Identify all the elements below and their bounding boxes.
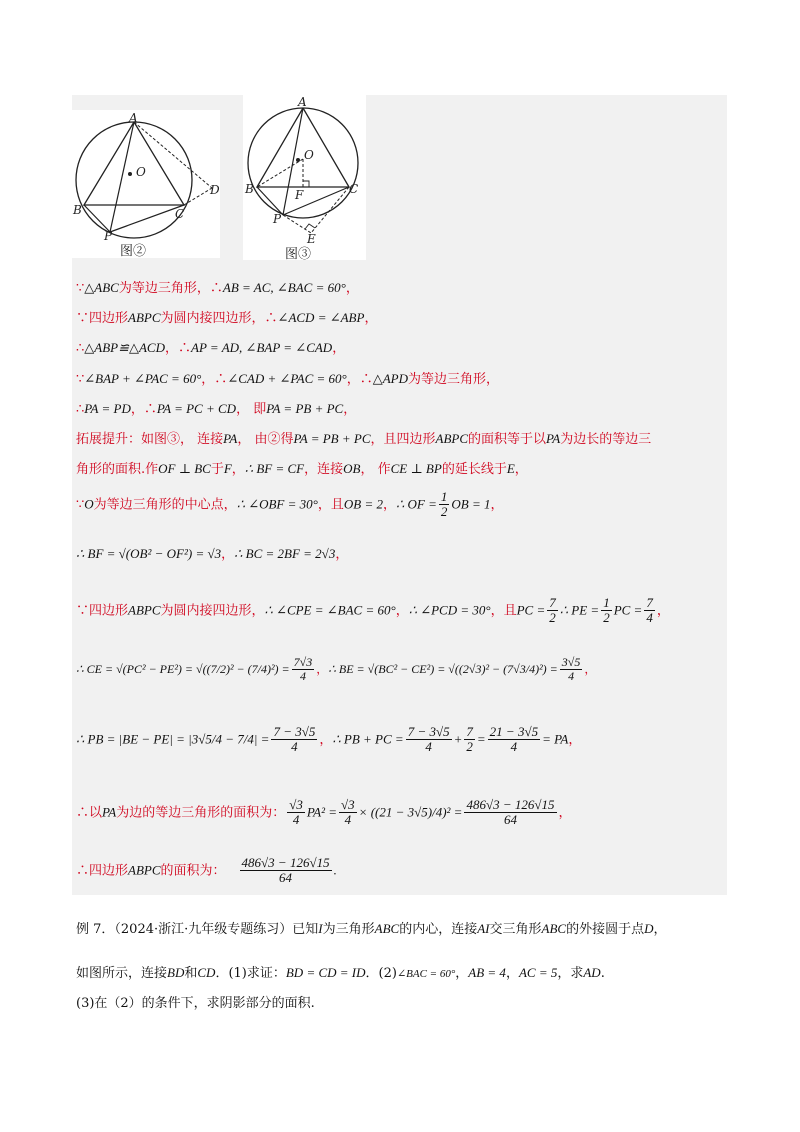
solution-line-5: ∴PA = PD，∴PA = PC + CD， 即PA = PB + PC， (76, 401, 357, 417)
solution-line-4: ∵∠BAP + ∠PAC = 60°，∴∠CAD + ∠PAC = 60°，∴△APD为等边三角形， (76, 371, 500, 387)
fig2-label-A: A (129, 111, 138, 125)
fig2-label-O: O (136, 165, 146, 179)
example7-line-3: (3)在（2）的条件下，求阴影部分的面积. (76, 996, 315, 1011)
figure-3-diagram (243, 95, 366, 243)
fig3-label-O: O (304, 148, 314, 162)
solution-line-10: ∵四边形ABPC为圆内接四边形，∴ ∠CPE = ∠BAC = 60°，∴ ∠PCD = 30°，且PC = $\frac{7}{2}$ ∴ PE = $\frac{1}{2}$ PC = $\frac{7}{4}$ ， (76, 595, 670, 626)
fig2-label-C: C (175, 207, 185, 221)
example7-line-1: 例 7．（2024·浙江·九年级专题练习）已知I为三角形ABC的内心，连接AI交三角形ABC的外接圆于点D， (76, 921, 667, 937)
solution-line-3: ∴△ABP≌△ACD，∴AP = AD, ∠BAP = ∠CAD， (76, 340, 346, 356)
example7-line-2: 如图所示，连接BD和CD．(1)求证：BD = CD = ID．(2)∠BAC = 60°，AB = 4，AC = 5，求AD. (76, 965, 605, 981)
figure-3-caption: 图③ (285, 247, 312, 262)
solution-line-7: 角形的面积.作OF ⊥ BC于F，∴ BF = CF，连接OB， 作CE ⊥ BP的延长线于E， (76, 461, 528, 477)
solution-line-12: ∴ PB = |BE − PE| = |3√5/4 − 7/4| = $\frac{7 - 3√5}{4}$ ，∴ PB + PC = $\frac{7 - 3√5}{4}$ + $\frac{7}{2}$ = $\frac{21 - 3√5}{4}$ = PA， (76, 724, 582, 755)
solution-line-13: ∴以PA为边的等边三角形的面积为： $\frac{√3}{4}$ PA² = $\frac{√3}{4}$ × ((21 − 3√5)/4)² = $\frac{486√3 - 126√15}{64}$ ， (76, 797, 572, 828)
solution-line-1: ∵△ABC为等边三角形，∴AB = AC, ∠BAC = 60°， (76, 280, 359, 296)
figure-2 (72, 110, 220, 258)
fig2-label-P: P (104, 229, 113, 240)
solution-line-6: 拓展提升：如图③， 连接PA， 由②得PA = PB + PC，且四边形ABPC的面积等于以PA为边长的等边三 (76, 431, 652, 447)
solution-line-11: ∴ CE = √(PC² − PE²) = √((7/2)² − (7/4)²) = $\frac{7√3}{4}$ ，∴ BE = √(BC² − CE²) = √((2√3)² − (7√3/4)²) = $\frac{3√5}{4}$ ， (76, 655, 597, 684)
fig3-label-B: B (245, 182, 254, 196)
fig2-label-D: D (210, 183, 220, 197)
solution-line-9: ∴ BF = √(OB² − OF²) = √3，∴ BC = 2BF = 2√3， (76, 546, 349, 562)
figure-2-caption: 图② (120, 244, 147, 259)
fig3-label-F: F (295, 188, 304, 202)
solution-line-14: ∴四边形ABPC的面积为： $\frac{486√3 - 126√15}{64}$ . (76, 855, 337, 886)
solution-line-8: ∵O为等边三角形的中心点，∴ ∠OBF = 30°，且OB = 2，∴ OF = $\frac{1}{2}$ OB = 1， (76, 489, 504, 520)
fig3-label-C: C (349, 182, 359, 196)
fig3-label-P: P (273, 212, 282, 226)
figure-2-diagram (72, 110, 220, 240)
fig3-label-A: A (298, 95, 307, 109)
fig3-label-E: E (307, 232, 316, 243)
solution-line-2: ∵四边形ABPC为圆内接四边形，∴∠ACD = ∠ABP， (76, 310, 378, 326)
fig2-label-B: B (73, 203, 82, 217)
figure-3 (243, 95, 366, 260)
